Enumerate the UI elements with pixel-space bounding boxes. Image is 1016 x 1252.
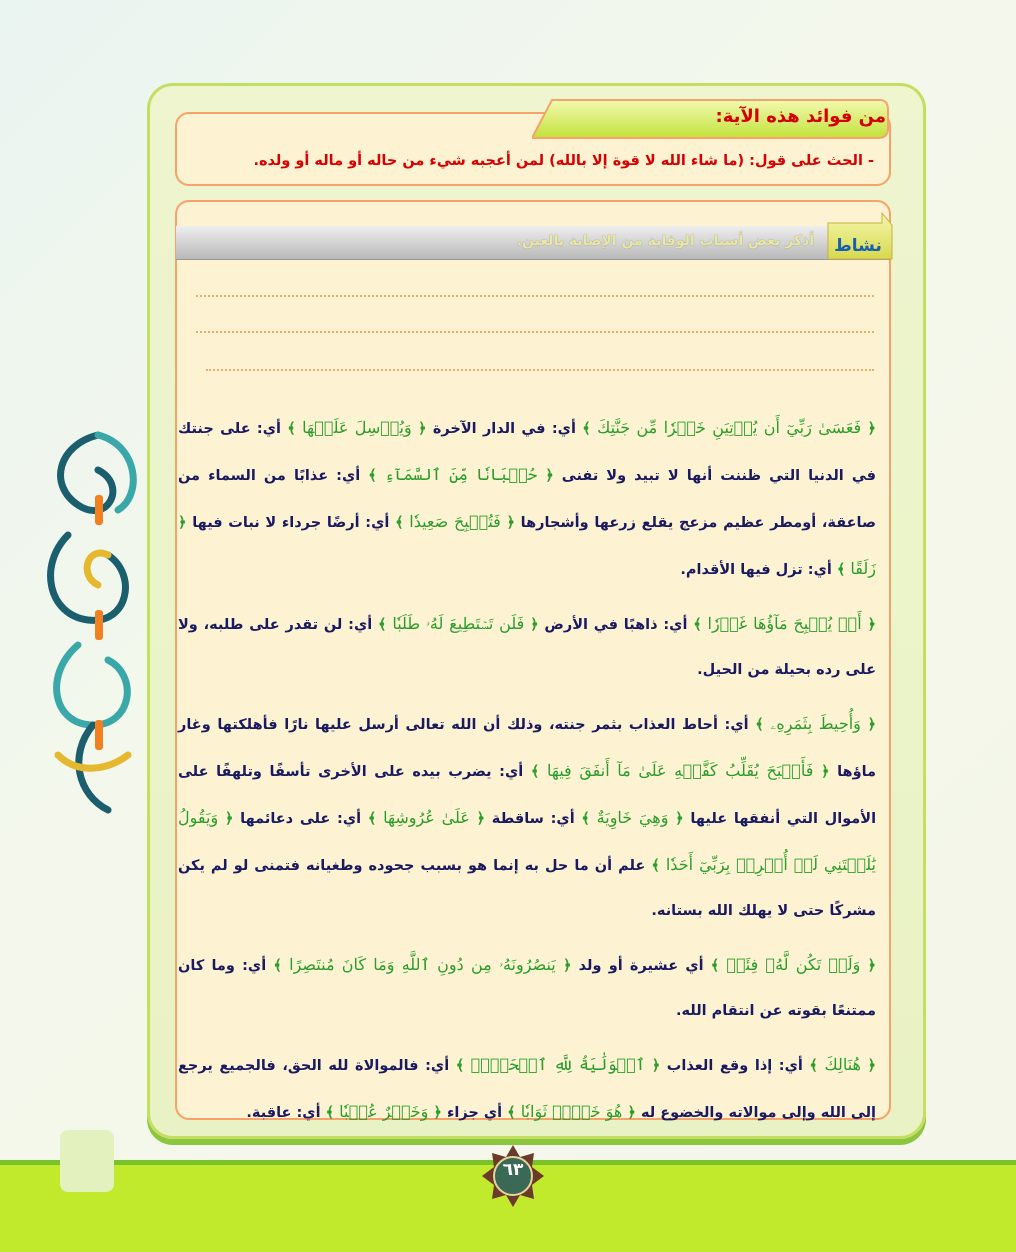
quran-verse: فَلَن تَسۡتَطِيعَ لَهُۥ طَلَبٗا: [392, 614, 525, 633]
quran-bracket-open: ﴿: [178, 515, 187, 531]
quran-bracket-open: ﴿: [860, 717, 876, 733]
quran-bracket-open: ﴿: [861, 617, 877, 633]
quran-bracket-close: ﴾: [280, 421, 303, 437]
quran-bracket-close: ﴾: [523, 764, 547, 780]
quran-bracket-close: ﴾: [361, 811, 384, 827]
quran-bracket-close: ﴾: [449, 1058, 471, 1074]
tafsir-paragraph: [178, 701, 876, 934]
activity-prompt: أذكر بعض أسباب الوقاية من الإصابة بالعين.: [516, 233, 814, 249]
tafsir-text: أي: عذابًا من السماء من صاعقة، أومطر عظيم مزعج يقلع زرعها وأشجارها: [178, 468, 876, 531]
quran-bracket-close: ﴾: [687, 617, 708, 633]
tafsir-text: أي: يضرب بيده على الأخرى تأسفًا وتلهفًا على الأموال التي أنفقها عليها: [178, 764, 877, 827]
quran-verse: زَلَقًا: [850, 559, 876, 578]
quran-bracket-close: ﴾: [502, 1105, 521, 1121]
quran-bracket-open: ﴿: [860, 1058, 877, 1074]
quran-bracket-close: ﴾: [703, 958, 727, 974]
benefits-title: من فوائد هذه الآية:: [715, 106, 886, 127]
quran-bracket-open: ﴿: [524, 617, 539, 633]
tafsir-text: أي: وما كان ممتنعًا بقوته عن انتقام الله.: [178, 958, 876, 1019]
quran-verse: وَهِيَ خَاوِيَةٌ: [596, 808, 669, 827]
quran-bracket-close: ﴾: [802, 1058, 825, 1074]
tafsir-text: أي: على دعائمها: [233, 811, 362, 827]
quran-verse: حُسۡبَانٗا مِّنَ ٱلسَّمَآءِ: [384, 465, 538, 484]
quran-verse: وَيَقُولُ يَٰلَيۡتَنِي لَمۡ أُشۡرِكۡ بِرَبِّيٓ أَحَدٗا: [178, 808, 876, 874]
quran-bracket-open: ﴿: [860, 958, 877, 974]
quran-bracket-open: ﴿: [555, 958, 572, 974]
tafsir-text: أي عشيرة أو ولد: [571, 958, 704, 974]
quran-verse: فَأَصۡبَحَ يُقَلِّبُ كَفَّيۡهِ عَلَىٰ مَآ أَنفَقَ فِيهَا: [546, 761, 814, 780]
quran-bracket-open: ﴿: [469, 811, 486, 827]
quran-verse: عَلَىٰ عُرُوشِهَا: [383, 808, 470, 827]
tafsir-paragraph: [178, 405, 876, 593]
quran-verse: هُوَ خَيۡرٞ ثَوَابٗا: [520, 1102, 623, 1121]
tafsir-text: أي: أحاط العذاب بثمر جنته، وذلك أن الله تعالى أرسل عليها نارًا فأهلكتها وغار ماؤها: [178, 717, 877, 780]
quran-bracket-close: ﴾: [574, 811, 597, 827]
quran-bracket-close: ﴾: [372, 617, 393, 633]
tafsir-text: أي: ذاهبًا في الأرض: [538, 617, 688, 633]
quran-bracket-open: ﴿: [218, 811, 234, 827]
quran-verse: وَخَيۡرٌ عُقۡبٗا: [339, 1102, 429, 1121]
quran-verse: وَلَمۡ تَكُن لَّهُۥ فِئَةٞ: [726, 955, 861, 974]
tafsir-text: أي: إذا وقع العذاب: [660, 1058, 803, 1074]
tafsir-text: أي: فالموالاة لله الحق، فالجميع يرجع إلى الله وإلى موالاته والخضوع له: [178, 1058, 876, 1121]
quran-bracket-close: ﴾: [360, 468, 385, 484]
quran-bracket-open: ﴿: [861, 421, 877, 437]
tafsir-text: أي: عاقبة.: [246, 1105, 321, 1121]
tafsir-text: أي: تزل فيها الأقدام.: [680, 562, 832, 578]
answer-line: [196, 295, 874, 297]
tafsir-text: أي: ساقطة: [485, 811, 575, 827]
answer-line: [206, 369, 874, 371]
tafsir-paragraph: [178, 942, 876, 1034]
tafsir-paragraph: [178, 1042, 876, 1136]
answer-line: [196, 331, 874, 333]
quran-bracket-open: ﴿: [500, 515, 515, 531]
tafsir-content: [178, 405, 876, 1144]
quran-verse: يَنصُرُونَهُۥ مِن دُونِ ٱللَّهِ وَمَا كَانَ مُنتَصِرًا: [289, 955, 556, 974]
quran-bracket-close: ﴾: [748, 717, 771, 733]
tafsir-text: أي جزاء: [441, 1105, 503, 1121]
tafsir-text: أي: في الدار الآخرة: [426, 421, 576, 437]
quran-verse: ٱلۡوَلَٰيَةُ لِلَّهِ ٱلۡحَقِّۚ: [470, 1055, 646, 1074]
publisher-logo-icon: [60, 1130, 114, 1192]
quran-bracket-close: ﴾: [831, 562, 851, 578]
quran-verse: فَتُصۡبِحَ صَعِيدٗا: [409, 512, 501, 531]
page-number: ٦٣: [502, 1160, 524, 1180]
quran-verse: وَأُحِيطَ بِثَمَرِهِۦ: [770, 714, 861, 733]
quran-bracket-open: ﴿: [411, 421, 427, 437]
quran-verse: وَيُرۡسِلَ عَلَيۡهَا: [302, 418, 412, 437]
activity-badge-label: نشاط: [834, 236, 882, 256]
quran-bracket-open: ﴿: [668, 811, 684, 827]
tafsir-text: أي: لن تقدر على طلبه، ولا على رده بحيلة من الحيل.: [178, 617, 876, 678]
quran-bracket-open: ﴿: [428, 1105, 442, 1121]
tafsir-text: علم أن ما حل به إنما هو بسبب جحوده وطغيانه فتمنى لو لم يكن مشركًا حتى لا يهلك الله بستانه.: [178, 858, 876, 919]
activity-badge-icon: [822, 211, 894, 261]
tafsir-paragraph: [178, 601, 876, 693]
quran-bracket-open: ﴿: [645, 1058, 661, 1074]
quran-bracket-close: ﴾: [266, 958, 290, 974]
tafsir-text: أي: على جنتك في الدنيا التي ظننت أنها لا تبيد ولا تفنى: [178, 421, 876, 484]
quran-bracket-close: ﴾: [645, 858, 666, 874]
benefits-text: - الحث على قول: (ما شاء الله لا قوة إلا بالله) لمن أعجبه شيء من حاله أو ماله أو ولده.: [253, 153, 874, 169]
quran-bracket-close: ﴾: [389, 515, 410, 531]
quran-verse: فَعَسَىٰ رَبِّيٓ أَن يُؤۡتِيَنِ خَيۡرٗا مِّن جَنَّتِكَ: [597, 418, 862, 437]
quran-verse: هُنَالِكَ: [824, 1055, 861, 1074]
tafsir-text: أي: أرضًا جرداء لا نبات فيها: [186, 515, 390, 531]
quran-bracket-open: ﴿: [622, 1105, 636, 1121]
quran-bracket-close: ﴾: [320, 1105, 340, 1121]
side-ornament-icon: [38, 425, 150, 820]
quran-bracket-open: ﴿: [537, 468, 554, 484]
quran-verse: أَوۡ يُصۡبِحَ مَآؤُهَا غَوۡرٗا: [707, 614, 862, 633]
quran-bracket-open: ﴿: [813, 764, 830, 780]
quran-bracket-close: ﴾: [575, 421, 598, 437]
